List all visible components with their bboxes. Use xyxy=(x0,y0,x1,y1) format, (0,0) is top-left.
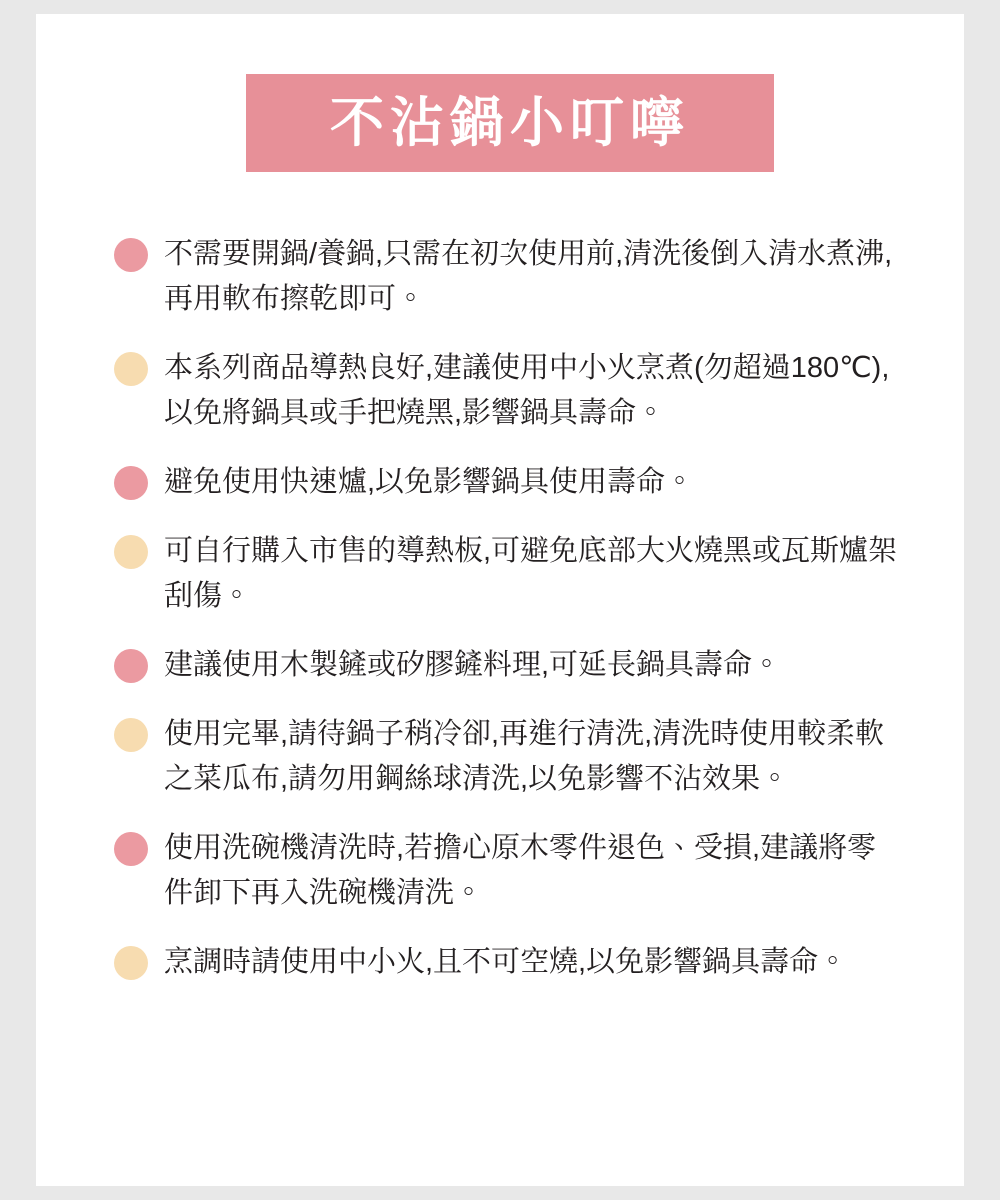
tip-text: 本系列商品導熱良好,建議使用中小火烹煮(勿超過180℃),以免將鍋具或手把燒黑,影響鍋具壽命。 xyxy=(164,352,890,429)
tip-text: 烹調時請使用中小火,且不可空燒,以免影響鍋具壽命。 xyxy=(164,946,848,978)
list-item xyxy=(114,826,904,916)
title-banner xyxy=(246,74,774,172)
tip-text: 可自行購入市售的導熱板,可避免底部大火燒黑或瓦斯爐架刮傷。 xyxy=(164,535,898,612)
list-item xyxy=(114,460,904,505)
info-card xyxy=(36,14,964,1186)
tip-text: 建議使用木製鏟或矽膠鏟料理,可延長鍋具壽命。 xyxy=(164,649,782,681)
bullet-icon xyxy=(114,946,148,980)
list-item xyxy=(114,643,904,688)
bullet-icon xyxy=(114,649,148,683)
bullet-icon xyxy=(114,466,148,500)
bullet-icon xyxy=(114,718,148,752)
bullet-icon xyxy=(114,238,148,272)
list-item xyxy=(114,529,904,619)
tip-text: 避免使用快速爐,以免影響鍋具使用壽命。 xyxy=(164,466,695,498)
tips-list xyxy=(114,232,904,1009)
list-item xyxy=(114,712,904,802)
tip-text: 使用完畢,請待鍋子稍冷卻,再進行清洗,清洗時使用較柔軟之菜瓜布,請勿用鋼絲球清洗,以免影響不沾效果。 xyxy=(164,718,885,795)
list-item xyxy=(114,940,904,985)
tip-text: 不需要開鍋/養鍋,只需在初次使用前,清洗後倒入清水煮沸,再用軟布擦乾即可。 xyxy=(164,238,893,315)
bullet-icon xyxy=(114,352,148,386)
list-item xyxy=(114,232,904,322)
tip-text: 使用洗碗機清洗時,若擔心原木零件退色、受損,建議將零件卸下再入洗碗機清洗。 xyxy=(164,832,877,909)
page-title: 不沾鍋小叮嚀 xyxy=(330,93,690,153)
list-item xyxy=(114,346,904,436)
bullet-icon xyxy=(114,832,148,866)
bullet-icon xyxy=(114,535,148,569)
